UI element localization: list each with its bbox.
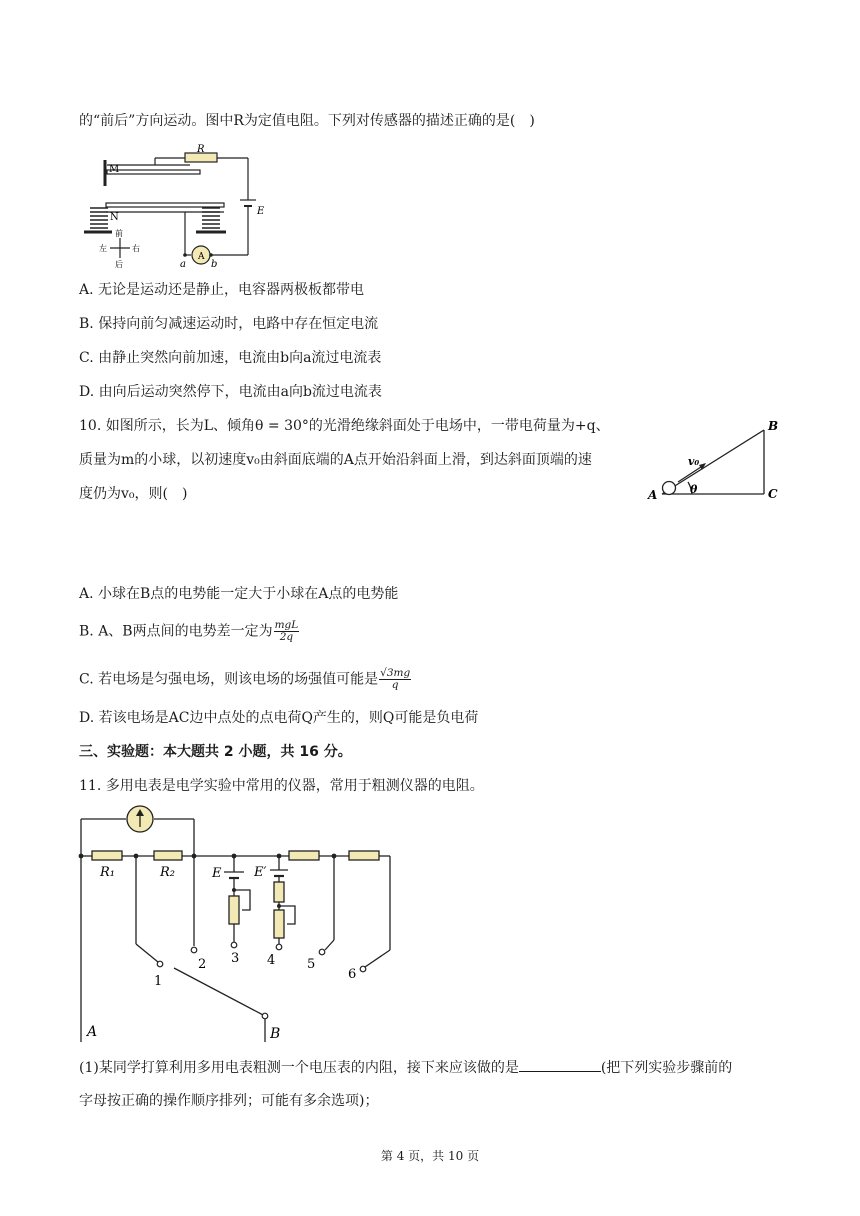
terminal-a-label: a	[180, 259, 186, 270]
battery-e-prime-label: E′	[254, 865, 267, 880]
q9-option-b: B. 保持向前匀减速运动时，电路中存在恒定电流	[79, 316, 379, 332]
q10-option-c	[79, 668, 411, 691]
point-a-label: A	[648, 488, 658, 502]
q10-option-b-text: B. A、B两点间的电势差一定为	[79, 623, 273, 640]
q10-option-b	[79, 620, 299, 643]
plate-m-label: M	[109, 164, 120, 175]
plate-n-label: N	[110, 212, 119, 223]
q11-multimeter-circuit-figure	[74, 804, 404, 1044]
q10-option-d: D. 若该电场是AC边中点处的点电荷Q产生的，则Q可能是负电荷	[79, 710, 479, 726]
q10-option-c-fraction	[379, 668, 411, 691]
velocity-v0-label: v₀	[688, 455, 700, 468]
q10-stem-line2: 质量为m的小球，以初速度v₀由斜面底端的A点开始沿斜面上滑，到达斜面顶端的速	[79, 452, 592, 468]
q11-stem: 11. 多用电表是电学实验中常用的仪器，常用于粗测仪器的电阻。	[79, 778, 484, 794]
q11-part1-line1	[79, 1057, 732, 1078]
resistor-r1-label: R₁	[100, 865, 115, 880]
q9-option-d: D. 由向后运动突然停下，电流由a向b流过电流表	[79, 384, 382, 400]
q10-stem-line1: 10. 如图所示，长为L、倾角θ = 30°的光滑绝缘斜面处于电场中，一带电荷量为+q、	[79, 418, 610, 434]
direction-back-label: 后	[115, 260, 123, 269]
ammeter-label: A	[198, 252, 205, 262]
terminal-b-label: b	[211, 259, 218, 270]
terminal-1-label: 1	[154, 974, 163, 989]
page-footer: 第 4 页，共 10 页	[380, 1149, 480, 1163]
terminal-3-label: 3	[231, 951, 240, 966]
fraction-denominator: q	[391, 679, 399, 691]
q10-incline-figure	[644, 414, 784, 504]
probe-b-label: B	[270, 1026, 281, 1042]
resistor-r2-label: R₂	[160, 865, 175, 880]
q11-part1-text: (1)某同学打算利用多用电表粗测一个电压表的内阻，接下来应该做的是	[79, 1060, 519, 1076]
battery-e-label: E	[212, 866, 222, 881]
direction-front-label: 前	[115, 229, 123, 238]
terminal-6-label: 6	[348, 967, 357, 982]
resistor-r-label: R	[197, 144, 205, 155]
q10-option-c-text: C. 若电场是匀强电场，则该电场的场强值可能是	[79, 671, 379, 688]
direction-left-label: 左	[99, 244, 107, 253]
direction-right-label: 右	[132, 244, 140, 253]
fraction-numerator: mgL	[274, 619, 299, 631]
point-b-label: B	[768, 419, 779, 433]
q9-stem-tail: 的“前后”方向运动。图中R为定值电阻。下列对传感器的描述正确的是( )	[79, 113, 535, 129]
point-c-label: C	[768, 487, 778, 501]
terminal-5-label: 5	[307, 957, 316, 972]
q10-option-b-fraction	[274, 620, 300, 643]
q9-option-c: C. 由静止突然向前加速，电流由b向a流过电流表	[79, 350, 382, 366]
fraction-numerator: √3mg	[380, 667, 411, 679]
section-title: 三、实验题：本大题共 2 小题，共 16 分。	[79, 744, 352, 760]
q9-capacitor-sensor-figure	[80, 142, 280, 272]
q11-part1-text-cont: (把下列实验步骤前的	[600, 1060, 733, 1076]
q9-option-a: A. 无论是运动还是静止，电容器两极板都带电	[79, 282, 365, 298]
terminal-4-label: 4	[267, 953, 276, 968]
fraction-denominator: 2q	[279, 631, 294, 643]
q11-part1-line2: 字母按正确的操作顺序排列；可能有多余选项)；	[79, 1093, 379, 1109]
battery-e-label: E	[257, 206, 265, 217]
q10-stem-line3: 度仍为v₀，则( )	[79, 486, 188, 502]
answer-blank[interactable]	[519, 1057, 601, 1072]
q10-option-a: A. 小球在B点的电势能一定大于小球在A点的电势能	[79, 586, 399, 602]
angle-theta-label: θ	[690, 483, 698, 496]
terminal-2-label: 2	[198, 957, 207, 972]
probe-a-label: A	[87, 1024, 98, 1040]
